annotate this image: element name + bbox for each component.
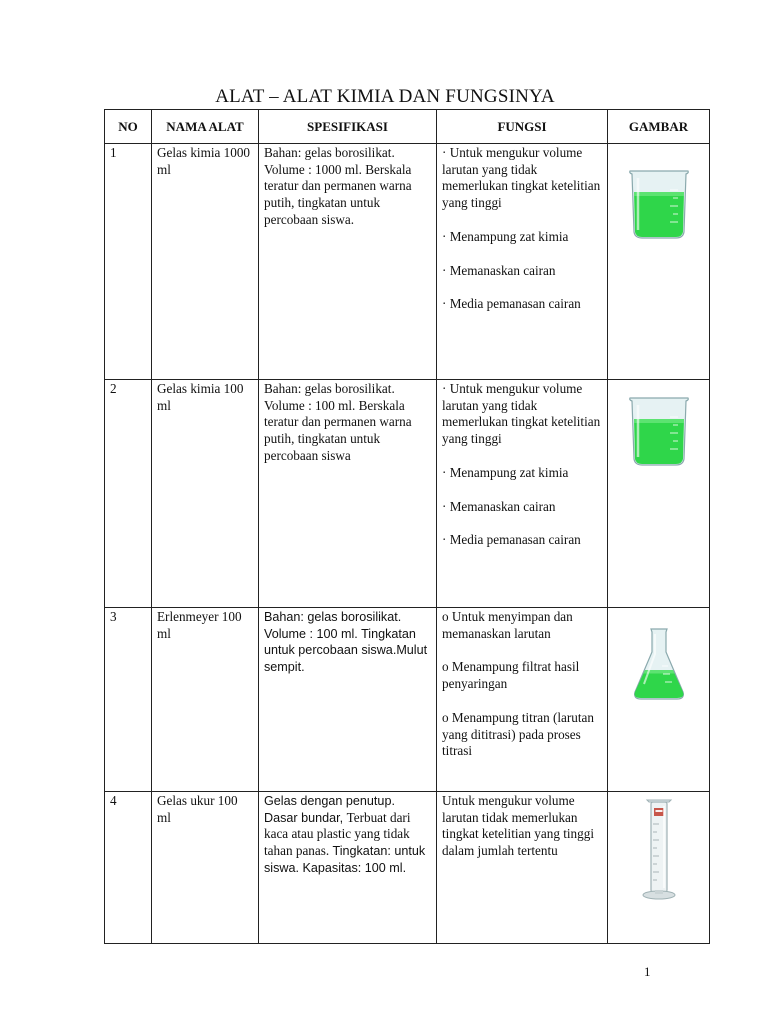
spec-part: Tingkatan: untuk siswa. Kapasitas: 100 ml.	[264, 844, 426, 875]
function-item: · Untuk mengukur volume larutan yang tidak memerlukan tingkat ketelitian yang tinggi	[442, 145, 601, 211]
tool-image-cell	[608, 792, 710, 944]
header-nama-alat: NAMA ALAT	[152, 110, 259, 144]
tool-name: Gelas ukur 100 ml	[152, 792, 259, 944]
tool-image-cell	[608, 144, 710, 380]
tool-image-cell	[608, 380, 710, 608]
table-row	[105, 792, 710, 944]
header-fungsi: FUNGSI	[437, 110, 608, 144]
tool-name: Erlenmeyer 100 ml	[152, 608, 259, 792]
function-item: o Untuk menyimpan dan memanaskan larutan	[442, 609, 573, 641]
header-gambar: GAMBAR	[608, 110, 710, 144]
function-item: o Menampung titran (larutan yang dititrasi) pada proses titrasi	[442, 709, 594, 759]
tool-specification: Bahan: gelas borosilikat. Volume : 100 ml. Berskala teratur dan permanen warna putih, tingkatan untuk percobaan siswa	[259, 380, 437, 608]
tool-specification: Bahan: gelas borosilikat. Volume : 100 ml. Tingkatan untuk percobaan siswa.Mulut sempit.	[259, 608, 437, 792]
row-number: 1	[105, 144, 152, 380]
beaker-icon	[626, 168, 692, 240]
table-header-row	[105, 110, 710, 144]
page-title: ALAT – ALAT KIMIA DAN FUNGSINYA	[215, 86, 555, 107]
function-item: o Menampung filtrat hasil penyaringan	[442, 659, 580, 692]
table-row	[105, 144, 710, 380]
tools-table	[104, 109, 710, 944]
header-spesifikasi: SPESIFIKASI	[259, 110, 437, 144]
tool-image-cell	[608, 608, 710, 792]
row-number: 2	[105, 380, 152, 608]
row-number: 3	[105, 608, 152, 792]
row-number: 4	[105, 792, 152, 944]
tool-specification: Bahan: gelas borosilikat. Volume : 1000 ml. Berskala teratur dan permanen warna putih, tingkatan untuk percobaan siswa.	[259, 144, 437, 380]
graduated-cylinder-icon	[639, 798, 679, 902]
erlenmeyer-flask-icon	[632, 626, 686, 702]
tool-name: Gelas kimia 100 ml	[152, 380, 259, 608]
tool-function	[437, 608, 608, 792]
page-number: 1	[644, 964, 651, 979]
function-item: · Memanaskan cairan	[442, 498, 556, 514]
function-item: · Untuk mengukur volume larutan yang tidak memerlukan tingkat ketelitian yang tinggi	[442, 381, 601, 447]
function-item: · Menampung zat kimia	[442, 464, 569, 480]
tool-function	[437, 380, 608, 608]
table-row	[105, 380, 710, 608]
function-item: · Media pemanasan cairan	[442, 296, 581, 312]
tool-name: Gelas kimia 1000 ml	[152, 144, 259, 380]
tool-function	[437, 144, 608, 380]
tool-specification	[259, 792, 437, 944]
function-item: · Media pemanasan cairan	[442, 532, 581, 548]
spec-part: Gelas dengan penutup. Dasar bundar,	[264, 794, 395, 825]
function-item: · Menampung zat kimia	[442, 228, 569, 244]
spec-part: Terbuat dari kaca atau plastic yang tidak tahan panas.	[264, 809, 411, 859]
function-item: · Memanaskan cairan	[442, 262, 556, 278]
header-no: NO	[105, 110, 152, 144]
table-row	[105, 608, 710, 792]
tool-function	[437, 792, 608, 944]
beaker-icon	[626, 395, 692, 467]
function-item: Untuk mengukur volume larutan tidak memerlukan tingkat ketelitian yang tinggi dalam jumlah tertentu	[442, 793, 594, 859]
